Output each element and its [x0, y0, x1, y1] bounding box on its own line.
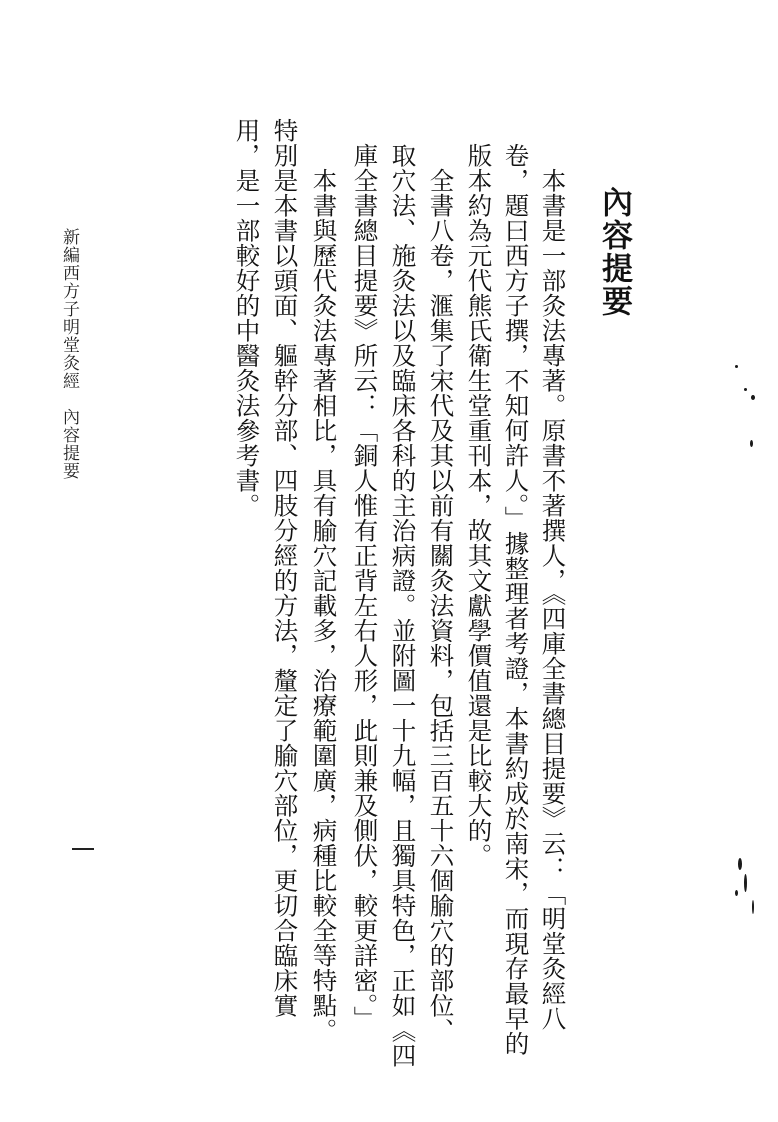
body-line: 用，是一部較好的中醫灸法參考書。 — [232, 118, 262, 518]
body-line: 本書是一部灸法專著。原書不著撰人，《四庫全書總目提要》云：「明堂灸經八 — [538, 168, 568, 1031]
body-line: 全書八卷，滙集了宋代及其以前有關灸法資料，包括三百五十六個腧穴的部位、 — [426, 168, 456, 1043]
body-line: 特別是本書以頭面、軀幹分部、四肢分經的方法，釐定了腧穴部位，更切合臨床實 — [270, 118, 300, 1018]
page-number — [72, 848, 94, 850]
running-footer: 新編西方子明堂灸經 內容提要 — [59, 228, 79, 480]
scan-speck — [750, 440, 753, 447]
body-line: 本書與歷代灸法專著相比，具有腧穴記載多，治療範圍廣，病種比較全等特點。 — [309, 168, 339, 1043]
scan-speck — [744, 388, 747, 391]
scan-speck — [751, 395, 755, 400]
body-line: 庫全書總目提要》所云：「銅人惟有正背左右人形，此則兼及側伏，較更詳密。」 — [350, 143, 380, 1031]
scan-speck — [752, 900, 754, 914]
scan-speck — [735, 890, 738, 896]
scan-speck — [738, 858, 742, 870]
body-line: 取穴法、施灸法以及臨床各科的主治病證。並附圖一十九幅，且獨具特色，正如《四 — [388, 143, 418, 1068]
body-line: 版本約為元代熊氏衛生堂重刊本，故其文獻學價值還是比較大的。 — [464, 143, 494, 868]
body-line: 卷，題曰西方子撰，不知何許人。」據整理者考證，本書約成於南宋，而現存最早的 — [501, 143, 531, 1056]
page-title: 內容提要 — [596, 186, 632, 318]
scan-speck — [735, 365, 738, 368]
scan-speck — [744, 874, 747, 892]
